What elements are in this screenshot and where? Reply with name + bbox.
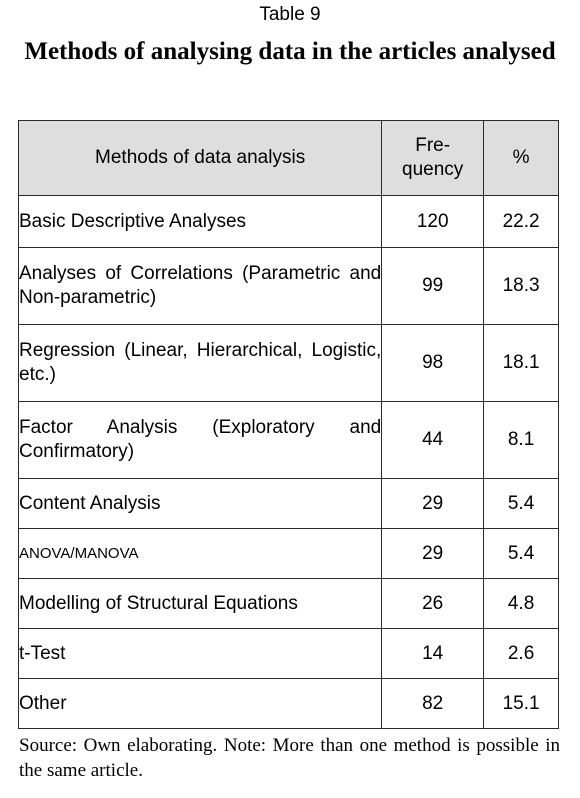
table-number: Table 9 (259, 4, 321, 25)
table-row (19, 579, 559, 629)
method-cell: Regression (Linear, Hierarchical, Logistic, etc.) (19, 325, 382, 402)
percent-cell: 18.3 (484, 248, 559, 325)
header-frequency (382, 121, 484, 196)
frequency-cell: 99 (382, 248, 484, 325)
frequency-cell: 82 (382, 679, 484, 729)
frequency-cell: 26 (382, 579, 484, 629)
table-row (19, 196, 559, 248)
frequency-cell: 98 (382, 325, 484, 402)
percent-cell: 5.4 (484, 479, 559, 529)
header-frequency-line2: quency (402, 159, 464, 180)
table-row (19, 679, 559, 729)
frequency-cell: 29 (382, 529, 484, 579)
header-frequency-line1: Fre- (415, 135, 451, 156)
table-row (19, 529, 559, 579)
method-cell: Modelling of Structural Equations (19, 579, 382, 629)
table-row (19, 479, 559, 529)
method-cell: Factor Analysis (Exploratory and Confirmatory) (19, 402, 382, 479)
percent-cell: 5.4 (484, 529, 559, 579)
method-cell: Content Analysis (19, 479, 382, 529)
frequency-cell: 14 (382, 629, 484, 679)
percent-cell: 15.1 (484, 679, 559, 729)
method-cell: Other (19, 679, 382, 729)
header-percent (484, 121, 559, 196)
table-row (19, 248, 559, 325)
percent-cell: 4.8 (484, 579, 559, 629)
frequency-cell: 29 (382, 479, 484, 529)
percent-cell: 22.2 (484, 196, 559, 248)
methods-table (18, 120, 559, 729)
method-cell: Basic Descriptive Analyses (19, 196, 382, 248)
frequency-cell: 120 (382, 196, 484, 248)
table-title: Methods of analysing data in the articles analysed (24, 38, 556, 65)
table-header-row (19, 121, 559, 196)
method-cell: t-Test (19, 629, 382, 679)
percent-cell: 18.1 (484, 325, 559, 402)
header-method-label: Methods of data analysis (95, 147, 306, 168)
table-row (19, 402, 559, 479)
frequency-cell: 44 (382, 402, 484, 479)
table-row (19, 629, 559, 679)
method-cell-text: ANOVA/MANOVA (19, 545, 139, 562)
method-cell: Analyses of Correlations (Parametric and Non-parametric) (19, 248, 382, 325)
table-row (19, 325, 559, 402)
percent-cell: 2.6 (484, 629, 559, 679)
header-percent-label: % (512, 147, 530, 168)
source-note: Source: Own elaborating. Note: More than one method is possible in the same article. (19, 735, 560, 781)
method-cell (19, 529, 382, 579)
header-method (19, 121, 382, 196)
percent-cell: 8.1 (484, 402, 559, 479)
